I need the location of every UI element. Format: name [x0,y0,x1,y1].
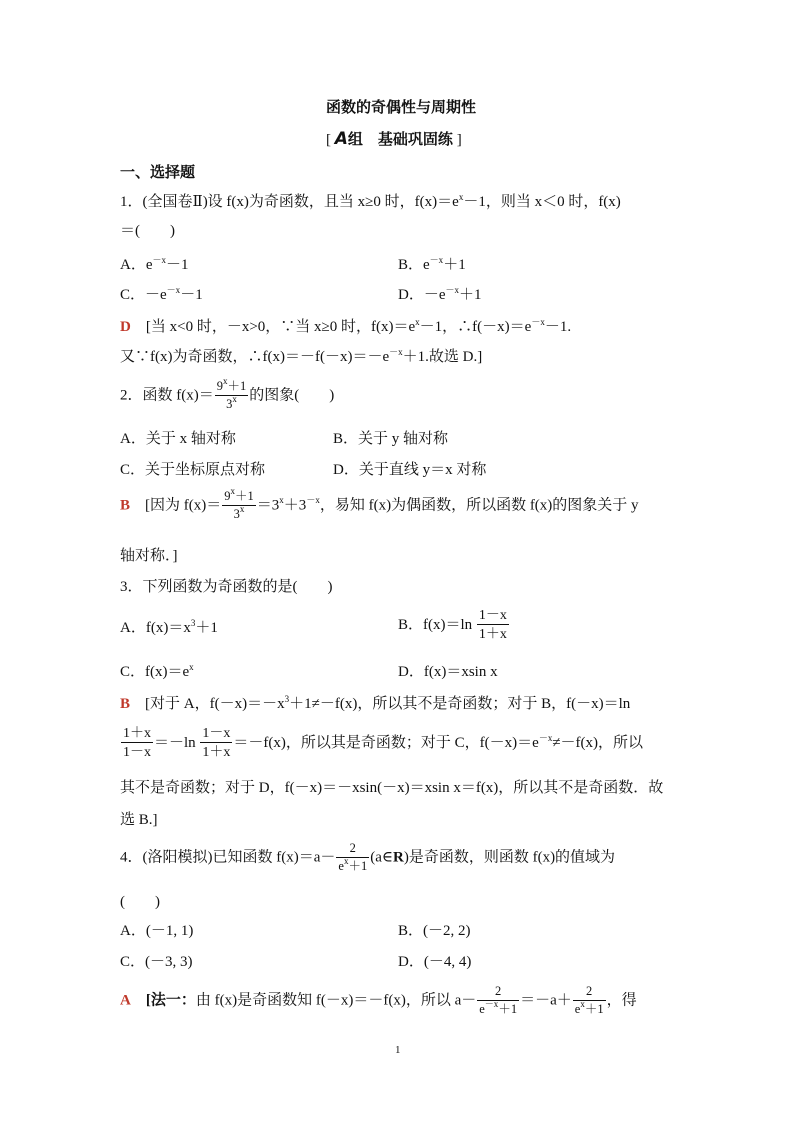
q2-exp-den: 3 [233,506,240,521]
q3-option-a [120,618,218,636]
q1-option-c [120,285,203,303]
q1-option-b [398,255,466,273]
q4-option-c: C．(－3, 3) [120,954,193,970]
group-letter-badge: A [334,129,348,149]
q1-option-d-sup: －x [445,285,460,295]
q3-option-c-text: C．f(x)＝e [120,664,190,680]
q4-stem-tail: )是奇函数，则函数 f(x)的值域为 [403,849,616,866]
q4-stem [120,842,615,874]
q1-exp1-sup: x [415,317,420,327]
q3-option-a-text: A．f(x)＝x [120,620,191,636]
q3-exp2-den: 1－x [121,742,153,760]
q4-option-d: D．(－4, 4) [398,954,472,970]
q2-exp-num-sup: x [230,486,236,496]
q2-den-sup: x [232,393,237,404]
q4-fraction [336,842,369,874]
q4-exp-mid: ＝－a＋ [520,992,572,1009]
q4-exp-method: [法一： [145,992,196,1009]
q1-option-a-text: A．e [120,257,153,273]
q2-stem-text: 2．函数 f(x)＝ [120,387,214,404]
q4-exp1: 由 f(x)是奇函数知 f(－x)＝－f(x)，所以 a－ [195,992,477,1009]
q3-option-d: D．f(x)＝xsin x [398,664,498,680]
q4-answer-badge: A [120,992,131,1009]
q2-num-tail: ＋1 [227,379,247,393]
q1-exp1-mid: －1，∴f(－x)＝e [419,319,532,335]
q4-exp-num: 2 [495,984,502,998]
q1-exp2-sup: －x [389,347,403,357]
q3-exp2-tail2: ≠－f(x)，所以 [552,735,644,752]
q4-den-tail: ＋1 [348,858,368,873]
q4-exp-den2-tail: ＋1 [584,1001,604,1016]
q4-exp-fraction1-den [477,1000,519,1017]
q3-exp2-mid: ＝－ln [154,735,200,752]
q3-exp2-tail: ＝－f(x)，所以其是奇函数；对于 C，f(－x)＝e [233,735,539,752]
q3-exp2-fraction2 [200,726,232,761]
q1-answer-badge: D [120,319,131,335]
q3-explanation-line3: 其不是奇函数；对于 D，f(－x)＝－xsin(－x)＝xsin x＝f(x)，所以其不是奇函数．故 [120,780,664,796]
q2-exp-fraction-num [222,486,256,505]
q2-stem [120,376,335,412]
q1-stem [120,192,621,210]
q4-exp-fraction1 [477,985,519,1017]
q3-option-a-sup: 3 [190,618,196,628]
q1-option-c-text: C．－e [120,287,167,303]
q3-option-b [398,608,510,643]
q4-stem-r: R [392,849,404,866]
q4-exp-den: e [479,1001,485,1016]
q3-exp2-den2: 1＋x [200,742,232,760]
q4-exp-fraction2-den [573,1000,606,1017]
group-open-bracket: [ [326,132,331,148]
q1-exp1-tail: －1. [544,319,572,335]
q4-exp-num2: 2 [586,984,593,998]
q1-option-a-sup: －x [152,255,167,265]
q3-option-b-text: B．f(x)＝ln [398,617,476,634]
q2-exp1-mid2: ＋3 [283,497,307,514]
q2-exp-num-tail: ＋1 [235,489,254,503]
q4-exp-den-sup: －x [484,998,499,1009]
q3-exp2-fraction1 [121,726,153,761]
q2-option-d: D．关于直线 y＝x 对称 [333,462,487,478]
q1-explanation-line1 [120,317,572,335]
group-label: 组 基础巩固练 [347,132,453,148]
q4-option-b: B．(－2, 2) [398,923,471,939]
q3-explanation-line1 [120,694,631,712]
q3-exp2-sup: －x [538,732,553,743]
q2-option-c: C．关于坐标原点对称 [120,462,266,478]
q2-exp1-tail: ，易知 f(x)为偶函数，所以函数 f(x)的图象关于 y [319,497,639,514]
q2-exp-fraction [222,486,256,522]
q2-exp1: [因为 f(x)＝ [145,497,222,514]
q4-stem-mid: (a∈ [370,849,393,866]
q3-option-c [120,662,194,680]
q2-answer-badge: B [120,497,131,514]
q2-fraction-num [215,376,249,395]
q4-stem-text: 4．(洛阳模拟)已知函数 f(x)＝a－ [120,849,336,866]
q4-exp-den2: e [574,1001,581,1016]
q1-option-a [120,255,189,273]
q2-den: 3 [226,396,233,411]
q2-exp-num: 9 [224,489,231,503]
q2-option-a: A．关于 x 轴对称 [120,431,236,447]
q4-exp-tail: ，得 [606,992,637,1009]
q1-exp2-tail: ＋1.故选 D.] [402,349,483,365]
page-number: 1 [395,1044,401,1056]
q4-fraction-den [336,857,369,874]
q3-exp1-tail: ＋1≠－f(x)，所以其不是奇函数；对于 B，f(－x)＝ln [289,696,631,712]
q2-fraction-den [215,395,249,412]
q1-stem-line2: ＝( ) [120,223,175,239]
q2-explanation-line1 [120,486,639,522]
page-title: 函数的奇偶性与周期性 [326,100,477,116]
q3-stem: 3．下列函数为奇函数的是( ) [120,579,333,595]
q3-option-b-den: 1＋x [477,624,509,642]
q3-option-a-tail: ＋1 [195,620,218,636]
group-close-bracket: ] [456,132,462,148]
q2-num-sup: x [223,376,228,386]
q3-option-c-sup: x [189,662,194,672]
q4-exp-den2-sup: x [580,998,585,1009]
q2-exp1-sup2: －x [306,495,320,506]
q2-exp-fraction-den [222,505,256,522]
q4-num: 2 [349,841,356,855]
q4-answer-paren: ( ) [120,894,160,910]
q1-option-a-tail: －1 [166,257,189,273]
q1-option-c-sup: －x [166,285,181,295]
q4-den-sup: x [343,855,349,866]
q1-stem-text: 1．(全国卷Ⅱ)设 f(x)为奇函数，且当 x≥0 时，f(x)＝e [120,194,459,210]
q1-option-d [398,285,482,303]
q2-exp1-mid: ＝3 [256,497,280,514]
q1-option-b-tail: ＋1 [443,257,466,273]
q4-explanation-line1 [120,985,637,1017]
q3-exp2-num2: 1－x [202,726,231,741]
q1-option-b-text: B．e [398,257,430,273]
q3-option-b-num: 1－x [478,608,507,623]
q3-option-b-fraction [477,608,509,643]
q2-explanation-line2: 轴对称．] [120,548,178,564]
q1-option-c-tail: －1 [180,287,203,303]
q3-explanation-line4: 选 B.] [120,812,158,828]
q1-stem-tail: －1，则当 x＜0 时，f(x) [463,194,621,210]
q2-fraction [215,376,249,412]
q1-option-d-tail: ＋1 [459,287,482,303]
q1-stem-sup: x [458,192,464,202]
q3-exp1-sup: 3 [284,694,290,704]
q1-explanation-line2 [120,347,483,365]
q3-explanation-line2 [120,726,643,761]
section-heading: 一、选择题 [120,165,196,181]
q4-den: e [338,858,344,873]
q3-answer-badge: B [120,696,131,712]
q1-option-d-text: D．－e [398,287,446,303]
q2-exp1-sup: x [279,495,284,506]
q2-option-b: B．关于 y 轴对称 [333,431,449,447]
q2-stem-tail: 的图象( ) [249,387,335,404]
q2-exp-den-sup: x [239,503,245,514]
q1-exp1-sup2: －x [531,317,545,327]
q1-exp1: [当 x<0 时，－x>0，∵当 x≥0 时，f(x)＝e [145,319,416,335]
q4-exp-fraction2 [573,985,606,1017]
q4-option-a: A．(－1, 1) [120,923,194,939]
q4-exp-den-tail: ＋1 [498,1001,518,1016]
group-header [326,131,462,148]
q2-num: 9 [216,379,223,393]
q1-option-b-sup: －x [429,255,444,265]
q1-exp2: 又∵f(x)为奇函数，∴f(x)＝－f(－x)＝－e [120,349,390,365]
q3-exp2-num: 1＋x [123,726,151,741]
q3-exp1: [对于 A，f(－x)＝－x [145,696,285,712]
